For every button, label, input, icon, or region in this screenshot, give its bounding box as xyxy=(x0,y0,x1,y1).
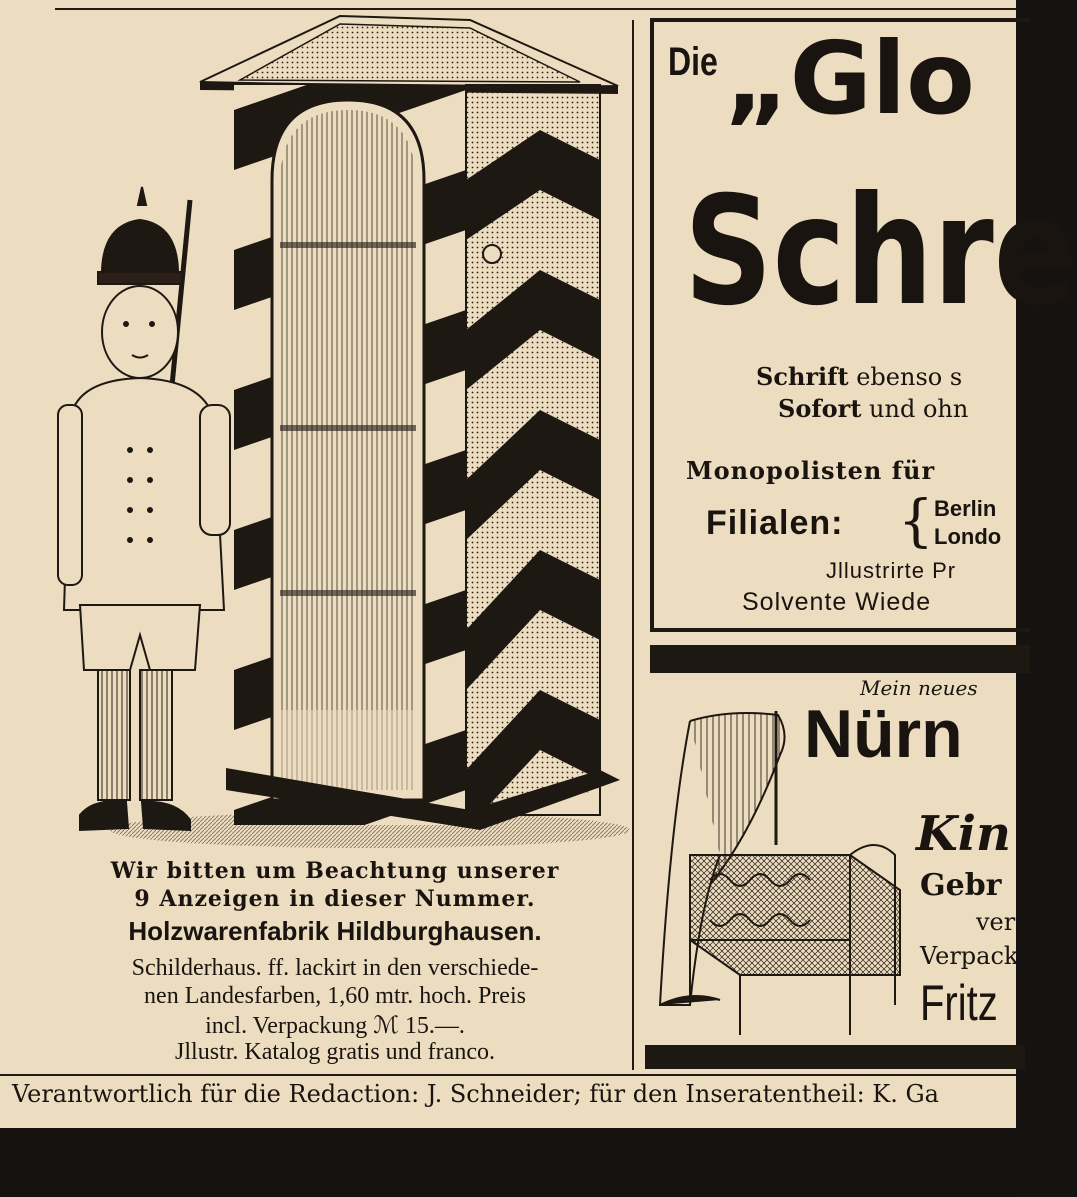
ad-filialen: Filialen: xyxy=(706,504,844,542)
ad-description-line2: nen Landesfarben, 1,60 mtr. hoch. Preis xyxy=(144,983,526,1009)
ad-separator-bar xyxy=(650,645,1030,673)
ad-description-line1: Schilderhaus. ff. lackirt in den verschiede- xyxy=(131,955,539,981)
ad-solvente: Solvente Wiede xyxy=(742,588,932,616)
ad-ver: ver xyxy=(976,908,1016,936)
ad-caption-line1: Wir bitten um Beachtung unserer xyxy=(110,858,560,884)
company-name: Holzwarenfabrik Hildburghausen. xyxy=(128,916,542,946)
ad-kin: Kin xyxy=(916,806,1011,862)
ad-verpack: Verpack xyxy=(920,942,1019,970)
footer-responsible-editor: Verantwortlich für die Redaction: J. Schneider; für den Inseratentheil: K. Ga xyxy=(12,1080,939,1108)
ad-caption-line2: 9 Anzeigen in dieser Nummer. xyxy=(134,886,536,912)
ad-die: Die xyxy=(668,40,718,84)
column-divider xyxy=(632,20,634,1070)
ad-city-london: Londo xyxy=(934,524,1002,549)
ad-description-line3: incl. Verpackung ℳ 15.—. xyxy=(205,1013,465,1039)
sofort-bold: Sofort xyxy=(778,394,862,423)
boy-soldier xyxy=(58,187,230,830)
schrift-bold: Schrift xyxy=(756,362,849,391)
ad-schre-headline: Schre xyxy=(684,165,1077,339)
ad-glo-headline: „Glo xyxy=(724,20,975,137)
schrift-rest: ebenso s xyxy=(856,363,963,391)
ad-separator-bar-bottom xyxy=(645,1045,1025,1069)
sentry-box-illustration xyxy=(40,10,630,850)
brace-icon: { xyxy=(898,489,934,554)
crib-illustration xyxy=(650,705,905,1040)
ad-illustrirte: Jllustrirte Pr xyxy=(826,558,957,583)
ad-nurn-headline: Nürn xyxy=(804,696,963,772)
ad-sofort-line xyxy=(778,394,968,423)
scan-background xyxy=(0,1128,1016,1197)
ad-fritz: Fritz xyxy=(920,975,998,1031)
ad-mein-neues: Mein neues xyxy=(860,676,978,700)
footer-rule xyxy=(0,1074,1016,1076)
ad-monopolisten: Monopolisten für xyxy=(686,456,936,485)
ad-description-line4: Jllustr. Katalog gratis und franco. xyxy=(175,1039,495,1065)
sofort-rest: und ohn xyxy=(869,395,969,423)
ad-gebr: Gebr xyxy=(920,868,1002,903)
ad-city-berlin: Berlin xyxy=(934,496,997,521)
ad-schrift-line xyxy=(756,362,962,391)
